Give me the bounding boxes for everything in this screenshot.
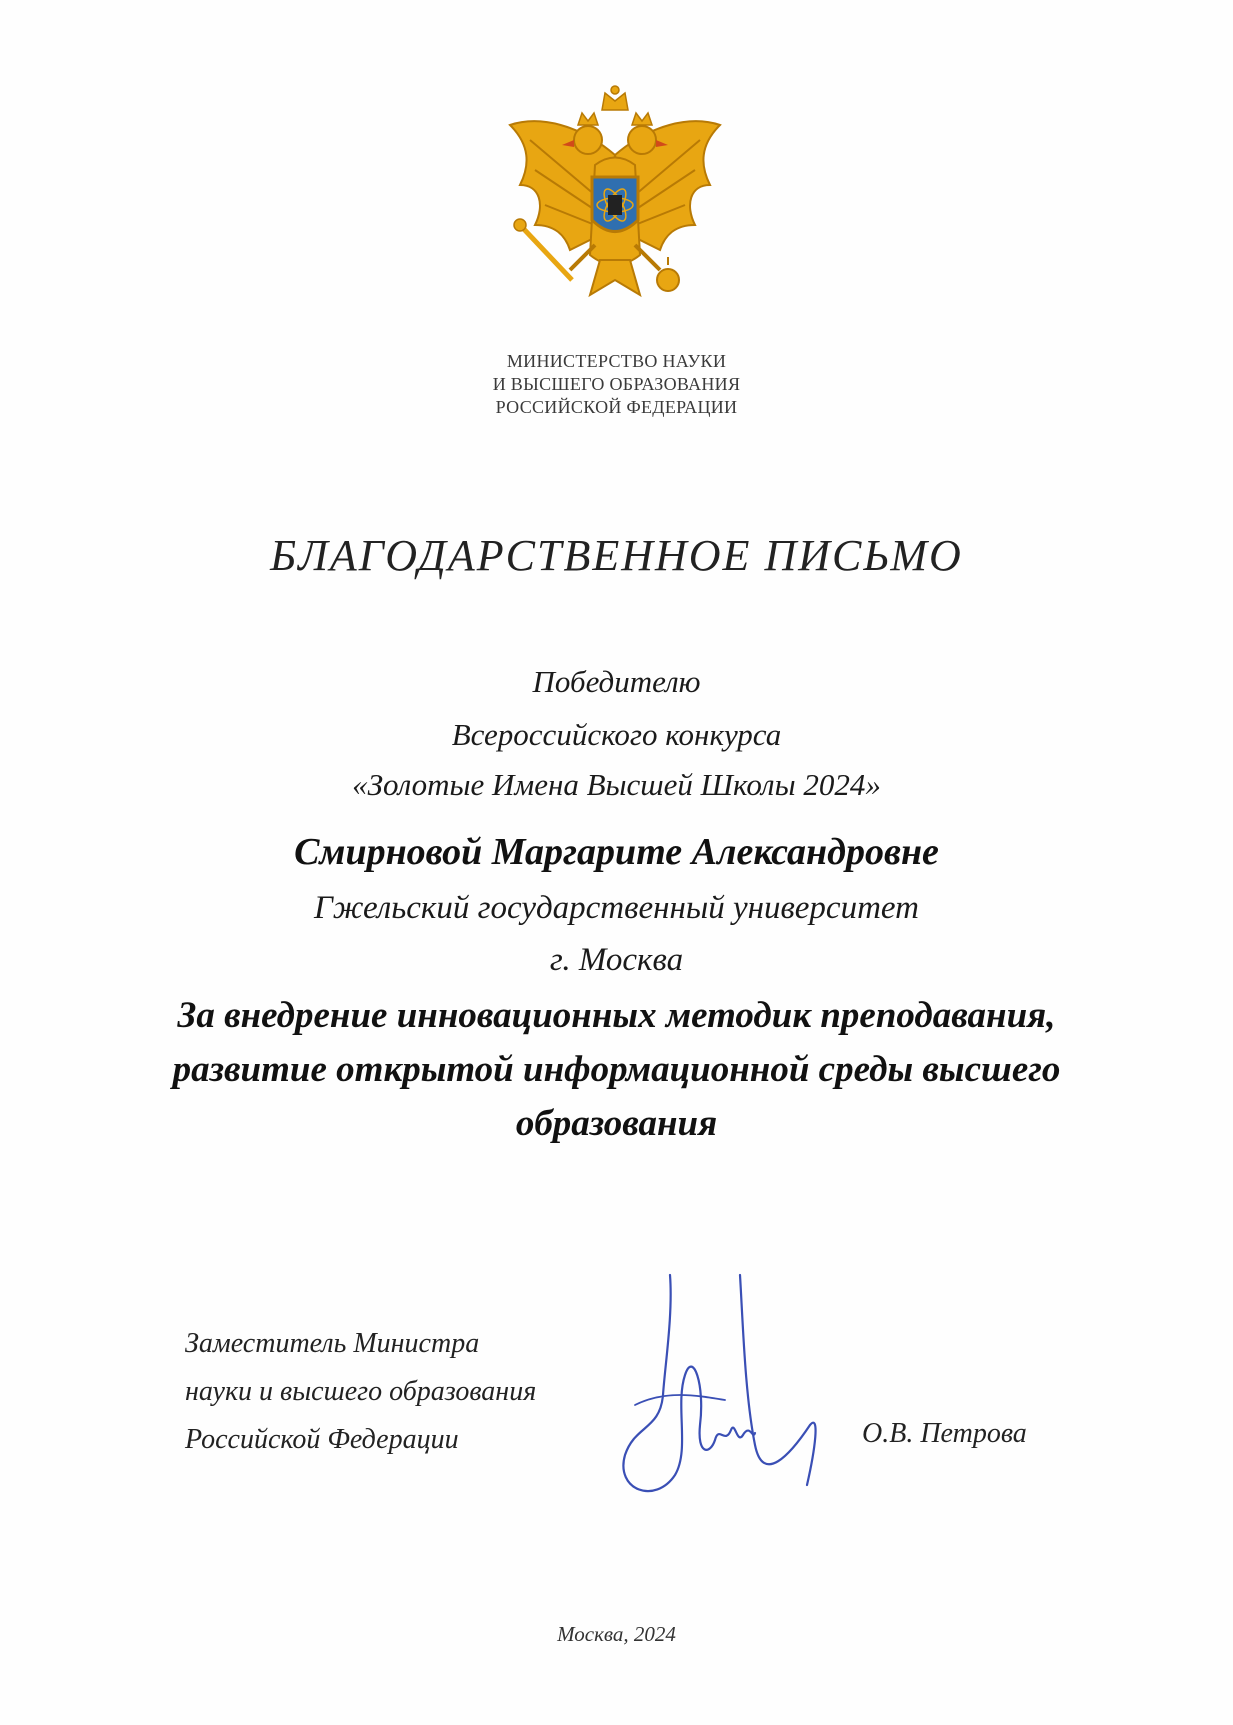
ministry-line: МИНИСТЕРСТВО НАУКИ	[506, 351, 727, 371]
ministry-name	[0, 350, 1233, 419]
letter-title: БЛАГОДАРСТВЕННОЕ ПИСЬМО	[270, 531, 963, 580]
merit-line: образования	[515, 1103, 718, 1144]
intro-line: Всероссийского конкурса	[451, 717, 782, 752]
signer-position-line: Заместитель Министра	[185, 1328, 480, 1359]
intro-line: «Золотые Имена Высшей Школы 2024»	[352, 767, 881, 802]
merit-line: За внедрение инновационных методик преподавания,	[177, 995, 1056, 1036]
recipient-city: г. Москва	[549, 942, 684, 978]
recipient-name: Смирновой Маргарите Александровне	[294, 831, 939, 873]
signer-position-line: науки и высшего образования	[185, 1376, 537, 1407]
ministry-line: РОССИЙСКОЙ ФЕДЕРАЦИИ	[495, 397, 738, 417]
place-date: Москва, 2024	[557, 1622, 676, 1646]
signee-name: О.В. Петрова	[862, 1418, 1027, 1449]
recipient-organization: Гжельский государственный университет	[314, 890, 919, 926]
merit-line: развитие открытой информационной среды высшего	[172, 1049, 1061, 1090]
double-headed-eagle-emblem-icon	[500, 85, 730, 325]
intro-line: Победителю	[532, 664, 701, 699]
handwritten-signature-icon	[615, 1255, 835, 1525]
signer-position-line: Российской Федерации	[185, 1424, 459, 1455]
ministry-line: И ВЫСШЕГО ОБРАЗОВАНИЯ	[492, 374, 741, 394]
signer-position	[185, 1320, 536, 1464]
